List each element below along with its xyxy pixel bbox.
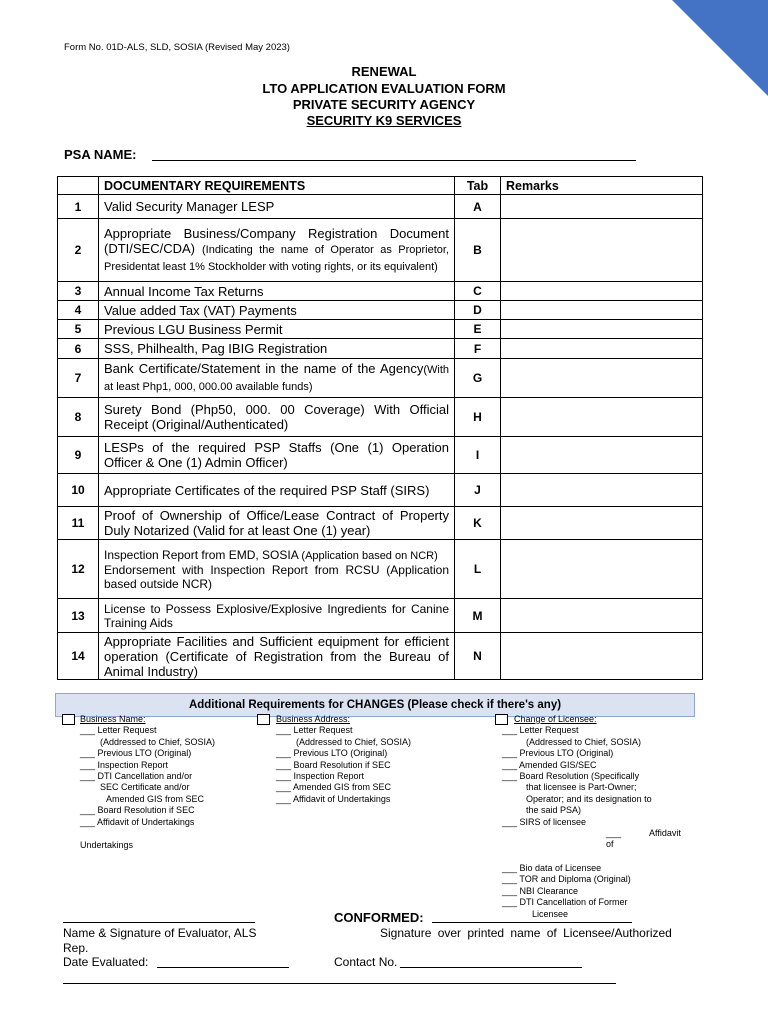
remarks-cell[interactable] bbox=[501, 474, 703, 507]
list-item: ___ Affidavit of bbox=[606, 828, 681, 850]
list-item: ___ Previous LTO (Original) bbox=[502, 748, 614, 759]
list-item: ___ Affidavit of Undertakings bbox=[276, 793, 391, 804]
table-row: 2 Appropriate Business/Company Registration Document (DTI/SEC/CDA) (Indicating the name of Operator as Proprietor, Presidentat least 1% Stockholder with voting rights, or its equivalent) B bbox=[58, 219, 703, 282]
list-item: ___ DTI Cancellation of Former bbox=[502, 897, 628, 908]
list-item: Licensee bbox=[532, 908, 569, 919]
table-row: 1 Valid Security Manager LESP A bbox=[58, 195, 703, 219]
table-row: 7 Bank Certificate/Statement in the name of the Agency(With at least Php1, 000, 000.00 available funds) G bbox=[58, 359, 703, 398]
requirements-table bbox=[57, 176, 703, 680]
remarks-cell[interactable] bbox=[501, 195, 703, 219]
title-k9: SECURITY K9 SERVICES bbox=[306, 113, 462, 128]
list-item: ___ SIRS of licensee bbox=[502, 816, 587, 827]
additional-requirements-heading: Additional Requirements for CHANGES (Please check if there's any) bbox=[55, 693, 695, 717]
list-item: ___ Letter Request bbox=[276, 725, 353, 736]
table-row: 3 Annual Income Tax Returns C bbox=[58, 282, 703, 301]
list-item: (Addressed to Chief, SOSIA) bbox=[296, 736, 412, 747]
list-item: ___ Previous LTO (Original) bbox=[80, 748, 192, 759]
date-evaluated-field[interactable] bbox=[157, 967, 289, 968]
list-item: ___ Previous LTO (Original) bbox=[276, 748, 388, 759]
licensee-signature-line[interactable] bbox=[432, 922, 632, 923]
list-item: (Addressed to Chief, SOSIA) bbox=[526, 736, 642, 747]
list-item: ___ Board Resolution if SEC bbox=[276, 759, 391, 770]
psa-name-field[interactable] bbox=[152, 160, 636, 161]
contact-no-field[interactable] bbox=[400, 967, 582, 968]
business-address-column: Business Address: ___ Letter Request (Addressed to Chief, SOSIA) ___ Previous LTO (Original) ___ Board Resolution if SEC ___ Inspection Report ___ Amended GIS from SEC ___ Affidavit of Undertakings bbox=[276, 714, 476, 805]
remarks-cell[interactable] bbox=[501, 282, 703, 301]
business-name-column: Business Name: ___ Letter Request (Addressed to Chief, SOSIA) ___ Previous LTO (Original) ___ Inspection Report ___ DTI Cancellation and/or SEC Certificate and/or Amended GIS from SEC ___ Board Resolution if SEC ___ Affidavit of Undertakings Undertakings bbox=[80, 714, 250, 851]
business-name-checkbox[interactable] bbox=[62, 714, 75, 725]
bottom-line bbox=[63, 983, 616, 984]
remarks-cell[interactable] bbox=[501, 339, 703, 359]
list-item: ___ Affidavit of Undertakings bbox=[80, 816, 195, 827]
remarks-cell[interactable] bbox=[501, 301, 703, 320]
list-item: ___ NBI Clearance bbox=[502, 885, 579, 896]
table-row: 8 Surety Bond (Php50, 000. 00 Coverage) With Official Receipt (Original/Authenticated) H bbox=[58, 398, 703, 437]
remarks-cell[interactable] bbox=[501, 359, 703, 398]
remarks-cell[interactable] bbox=[501, 219, 703, 282]
conformed-label: CONFORMED: bbox=[334, 910, 424, 925]
list-item: ___ TOR and Diploma (Original) bbox=[502, 874, 631, 885]
title-lto: LTO APPLICATION EVALUATION FORM bbox=[262, 81, 506, 96]
table-header bbox=[58, 177, 703, 195]
list-item: that licensee is Part-Owner; bbox=[526, 782, 637, 793]
table-row: 11 Proof of Ownership of Office/Lease Contract of Property Duly Notarized (Valid for at least One (1) year) K bbox=[58, 507, 703, 540]
table-row: 10 Appropriate Certificates of the required PSP Staff (SIRS) J bbox=[58, 474, 703, 507]
header-tab: Tab bbox=[455, 177, 501, 195]
contact-no-label: Contact No. bbox=[334, 955, 398, 969]
remarks-cell[interactable] bbox=[501, 398, 703, 437]
table-row: 6 SSS, Philhealth, Pag IBIG Registration F bbox=[58, 339, 703, 359]
table-row: 12 Inspection Report from EMD, SOSIA (Application based on NCR) Endorsement with Inspection Report from RCSU (Application based outside NCR) L bbox=[58, 540, 703, 599]
list-item: SEC Certificate and/or bbox=[100, 782, 190, 793]
date-evaluated-label: Date Evaluated: bbox=[63, 955, 149, 969]
list-item: ___ Amended GIS/SEC bbox=[502, 759, 597, 770]
table-row: 5 Previous LGU Business Permit E bbox=[58, 320, 703, 339]
list-item: ___ Letter Request bbox=[80, 725, 157, 736]
list-item: (Addressed to Chief, SOSIA) bbox=[100, 736, 216, 747]
list-item: Amended GIS from SEC bbox=[106, 793, 205, 804]
list-item: the said PSA) bbox=[526, 805, 582, 816]
list-item: ___ DTI Cancellation and/or bbox=[80, 771, 193, 782]
change-licensee-column: Change of Licensee: ___ Letter Request (Addressed to Chief, SOSIA) ___ Previous LTO (Original) ___ Amended GIS/SEC ___ Board Resolution (Specifically that licensee is Part-Owner; Operator; and its designation to the said PSA) ___ SIRS of licensee ___ Affidavit of ___ Bio data of Licensee ___ TOR and Diploma (Original) ___ NBI Clearance ___ DTI Cancellation of Former Licensee bbox=[502, 714, 697, 920]
remarks-cell[interactable] bbox=[501, 633, 703, 680]
business-address-checkbox[interactable] bbox=[257, 714, 270, 725]
list-item: ___ Inspection Report bbox=[80, 759, 169, 770]
evaluator-signature-line[interactable] bbox=[63, 922, 255, 923]
table-row: 4 Value added Tax (VAT) Payments D bbox=[58, 301, 703, 320]
form-number: Form No. 01D-ALS, SLD, SOSIA (Revised May 2023) bbox=[64, 42, 290, 53]
table-row: 9 LESPs of the required PSP Staffs (One (1) Operation Officer & One (1) Admin Officer) I bbox=[58, 437, 703, 474]
list-item: ___ Amended GIS from SEC bbox=[276, 782, 392, 793]
remarks-cell[interactable] bbox=[501, 437, 703, 474]
list-item: ___ Board Resolution if SEC bbox=[80, 805, 195, 816]
table-row: 14 Appropriate Facilities and Sufficient equipment for efficient operation (Certificate of Registration from the Bureau of Animal Industry) N bbox=[58, 633, 703, 680]
list-item: ___ Bio data of Licensee bbox=[502, 862, 602, 873]
list-item: Operator; and its designation to bbox=[526, 793, 652, 804]
evaluator-rep-label: Rep. bbox=[63, 941, 89, 955]
header-remarks: Remarks bbox=[501, 177, 703, 195]
header-doc: DOCUMENTARY REQUIREMENTS bbox=[99, 177, 455, 195]
remarks-cell[interactable] bbox=[501, 540, 703, 599]
remarks-cell[interactable] bbox=[501, 599, 703, 633]
psa-name-label: PSA NAME: bbox=[64, 147, 137, 162]
title-psa: PRIVATE SECURITY AGENCY bbox=[292, 97, 476, 112]
list-item: ___ Board Resolution (Specifically bbox=[502, 771, 640, 782]
remarks-cell[interactable] bbox=[501, 320, 703, 339]
title-renewal: RENEWAL bbox=[351, 64, 417, 79]
table-row: 13 License to Possess Explosive/Explosive Ingredients for Canine Training Aids M bbox=[58, 599, 703, 633]
list-item: Undertakings bbox=[80, 840, 134, 851]
evaluator-label: Name & Signature of Evaluator, ALS bbox=[63, 926, 257, 940]
list-item: ___ Inspection Report bbox=[276, 771, 365, 782]
remarks-cell[interactable] bbox=[501, 507, 703, 540]
list-item: ___ Letter Request bbox=[502, 725, 579, 736]
licensee-label: Signature over printed name of Licensee/Authorized bbox=[380, 926, 672, 940]
